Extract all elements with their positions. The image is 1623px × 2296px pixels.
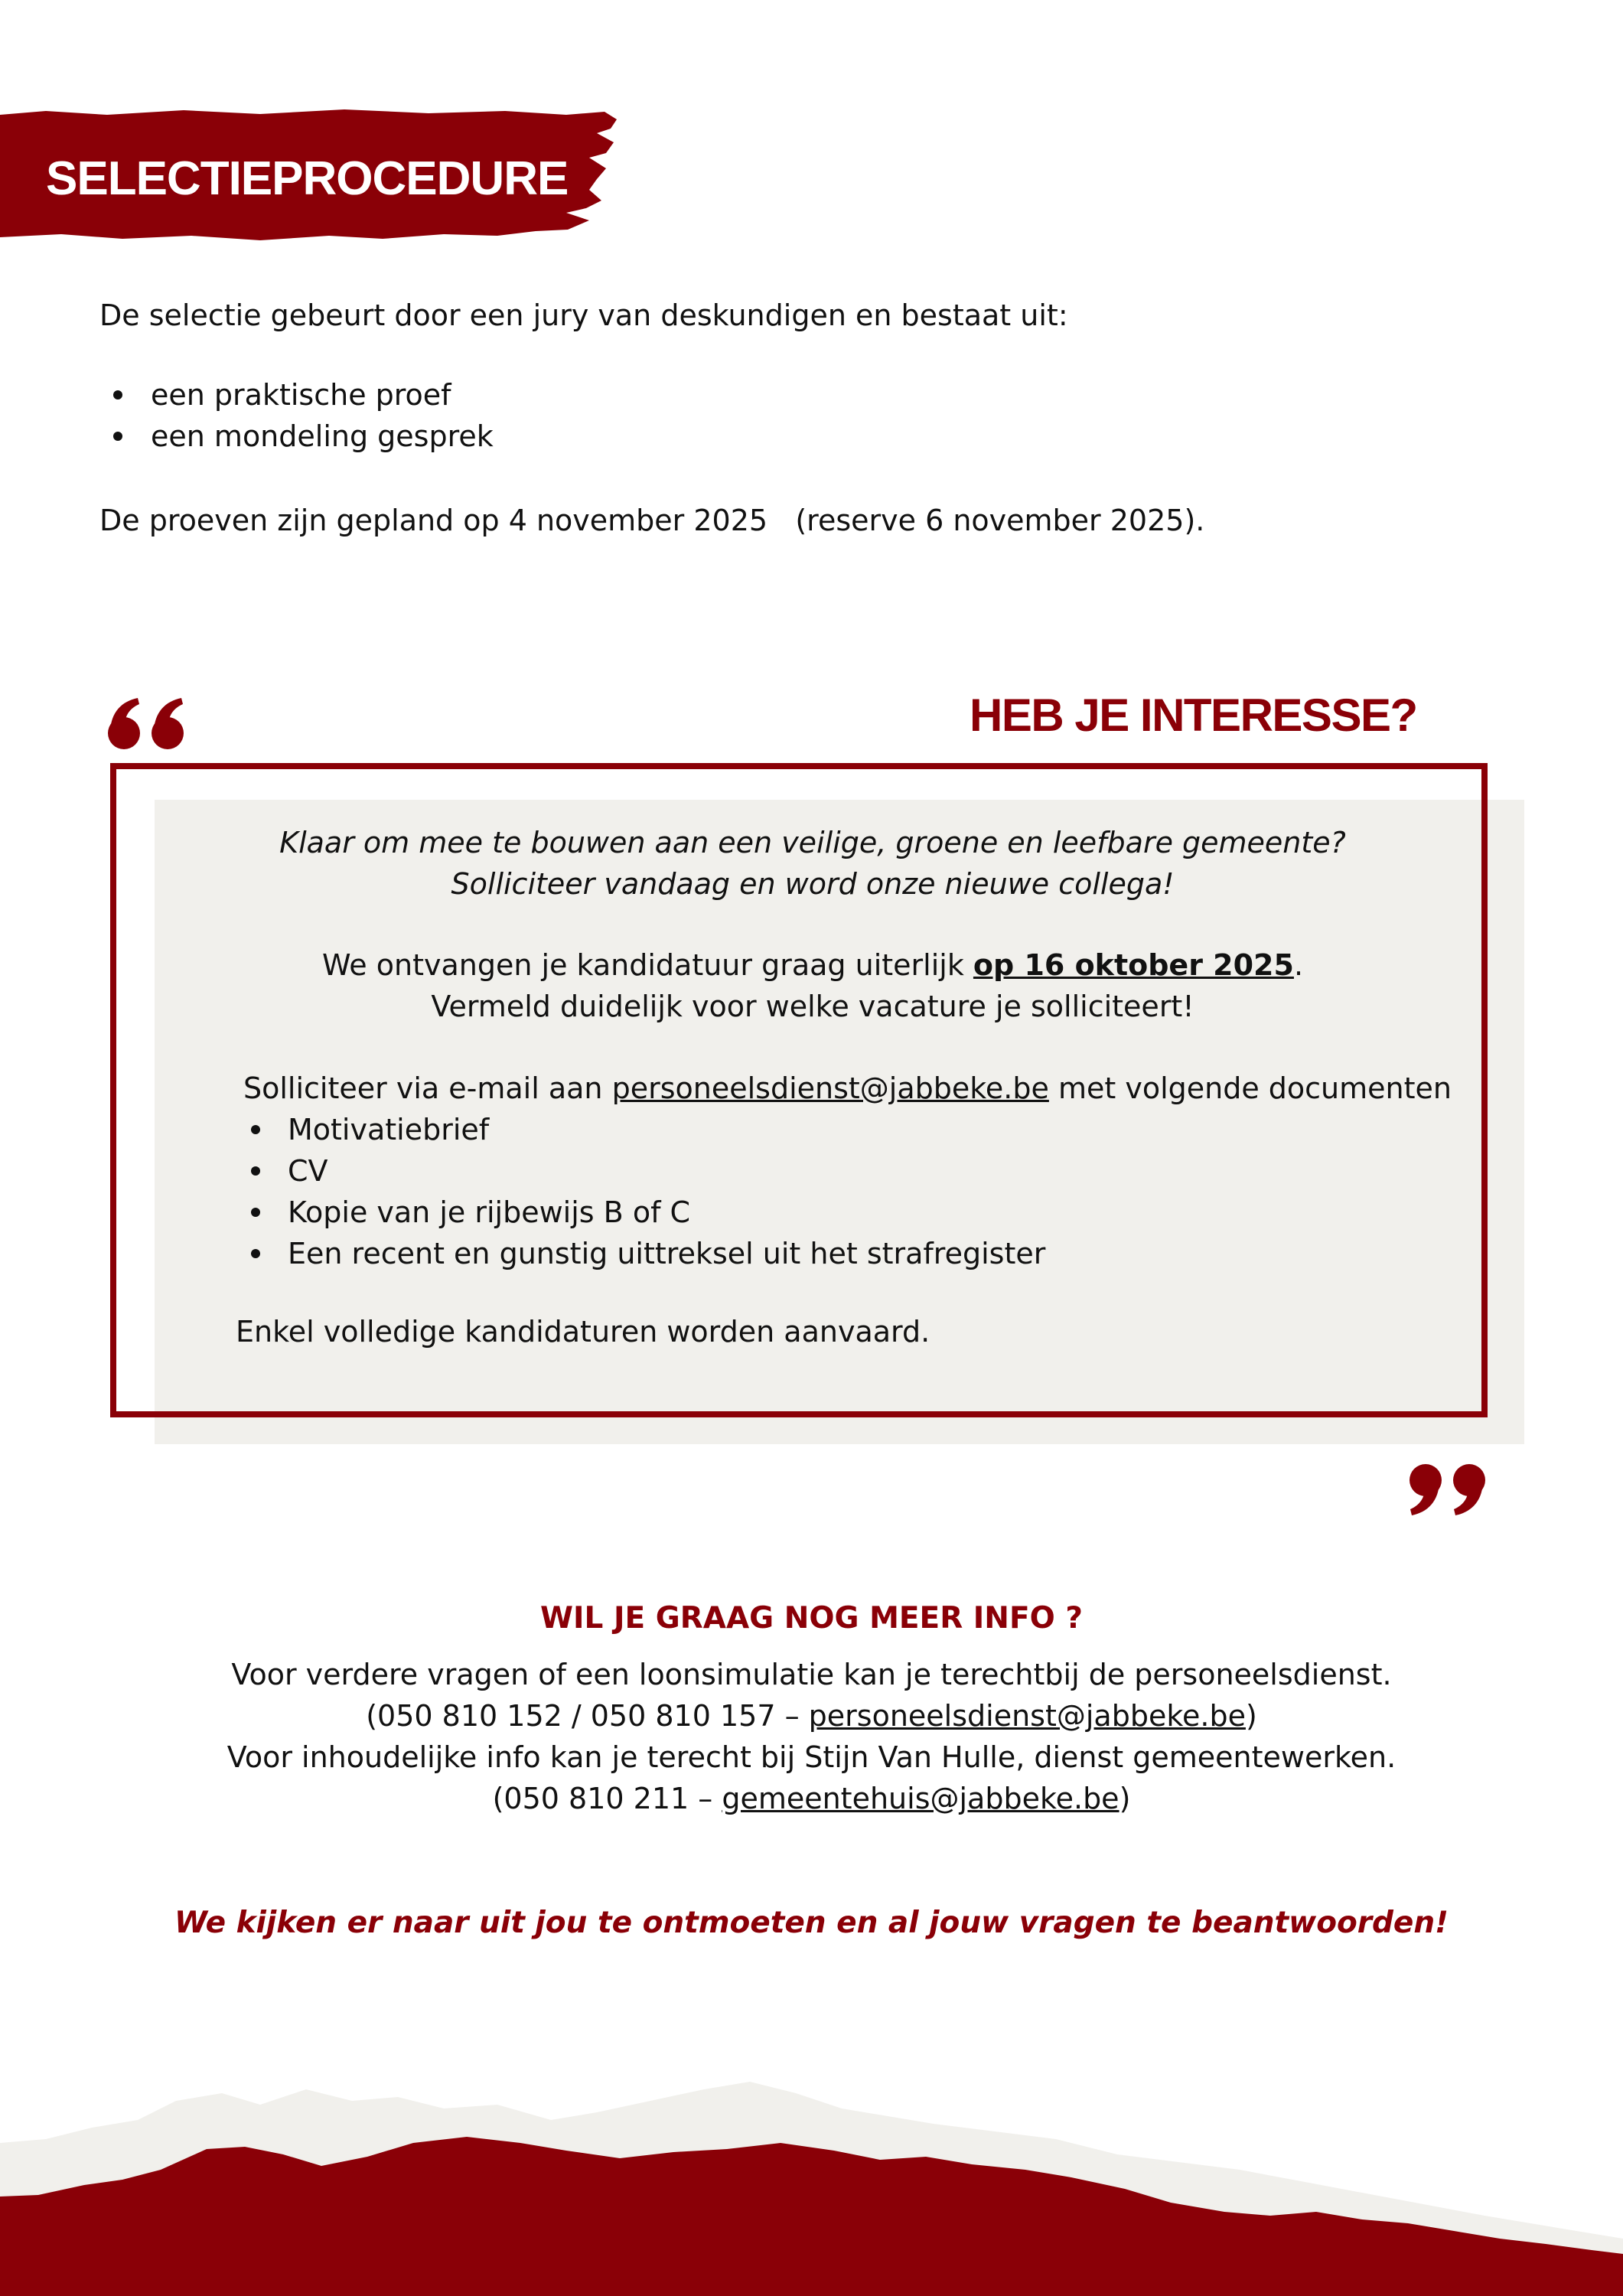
apply-suffix: met volgende documenten [1048,1071,1452,1105]
interest-intro [155,822,1471,905]
apply-email-link[interactable]: personeelsdienst@jabbeke.be [611,1071,1049,1105]
info-section [0,1596,1623,1819]
phone-suffix: ) [1119,1782,1131,1815]
interest-title: HEB JE INTERESSE? [970,690,1417,741]
open-quote-icon [107,698,191,752]
selection-intro: De selectie gebeurt door een jury van deskundigen en bestaat uit: [99,298,1068,332]
deadline-prefix: We ontvangen je kandidatuur graag uiterlijk [321,948,973,982]
documents-list [243,1109,1045,1274]
info-lines [0,1654,1623,1819]
mention-line: Vermeld duidelijk voor welke vacature je solliciteert! [431,990,1194,1023]
list-item: Een recent en gunstig uittreksel uit het strafregister [243,1233,1045,1274]
list-item: Motivatiebrief [243,1109,1045,1150]
selection-list [99,374,1515,457]
selection-dates: De proeven zijn gepland op 4 november 2025 (reserve 6 november 2025). [99,504,1205,537]
info-line [0,1778,1623,1819]
info-line: Voor verdere vragen of een loonsimulatie kan je terechtbij de personeelsdienst. [231,1658,1392,1691]
info-line: Voor inhoudelijke info kan je terecht bij Stijn Van Hulle, dienst gemeentewerken. [227,1740,1396,1774]
close-quote-icon [1404,1462,1488,1515]
hr-email-link[interactable]: personeelsdienst@jabbeke.be [808,1699,1246,1733]
info-line [0,1695,1623,1737]
complete-note: Enkel volledige kandidaturen worden aanvaard. [236,1315,930,1349]
list-item: een praktische proef [99,374,1515,416]
phone-prefix: (050 810 152 / 050 810 157 – [366,1699,809,1733]
torn-paper-decoration [0,2066,1623,2296]
apply-prefix: Solliciteer via e-mail aan [243,1071,612,1105]
info-title: WIL JE GRAAG NOG MEER INFO ? [540,1601,1083,1636]
deadline-date: op 16 oktober 2025 [973,948,1294,982]
section-banner [0,107,627,260]
deadline-block [155,944,1471,1027]
list-item: Kopie van je rijbewijs B of C [243,1192,1045,1233]
phone-suffix: ) [1245,1699,1257,1733]
intro-line: Klaar om mee te bouwen aan een veilige, groene en leefbare gemeente? [279,826,1346,859]
selection-section [99,295,1515,541]
page-title: SELECTIEPROCEDURE [46,152,569,205]
deadline-suffix: . [1293,948,1304,982]
townhall-email-link[interactable]: gemeentehuis@jabbeke.be [722,1782,1119,1815]
apply-line [243,1068,1452,1109]
closing-message: We kijken er naar uit jou te ontmoeten en al jouw vragen te beantwoorden! [174,1906,1449,1940]
intro-line: Solliciteer vandaag en word onze nieuwe collega! [451,867,1175,901]
list-item: een mondeling gesprek [99,416,1515,457]
phone-prefix: (050 810 211 – [492,1782,722,1815]
deadline-line [155,944,1471,986]
list-item: CV [243,1150,1045,1192]
